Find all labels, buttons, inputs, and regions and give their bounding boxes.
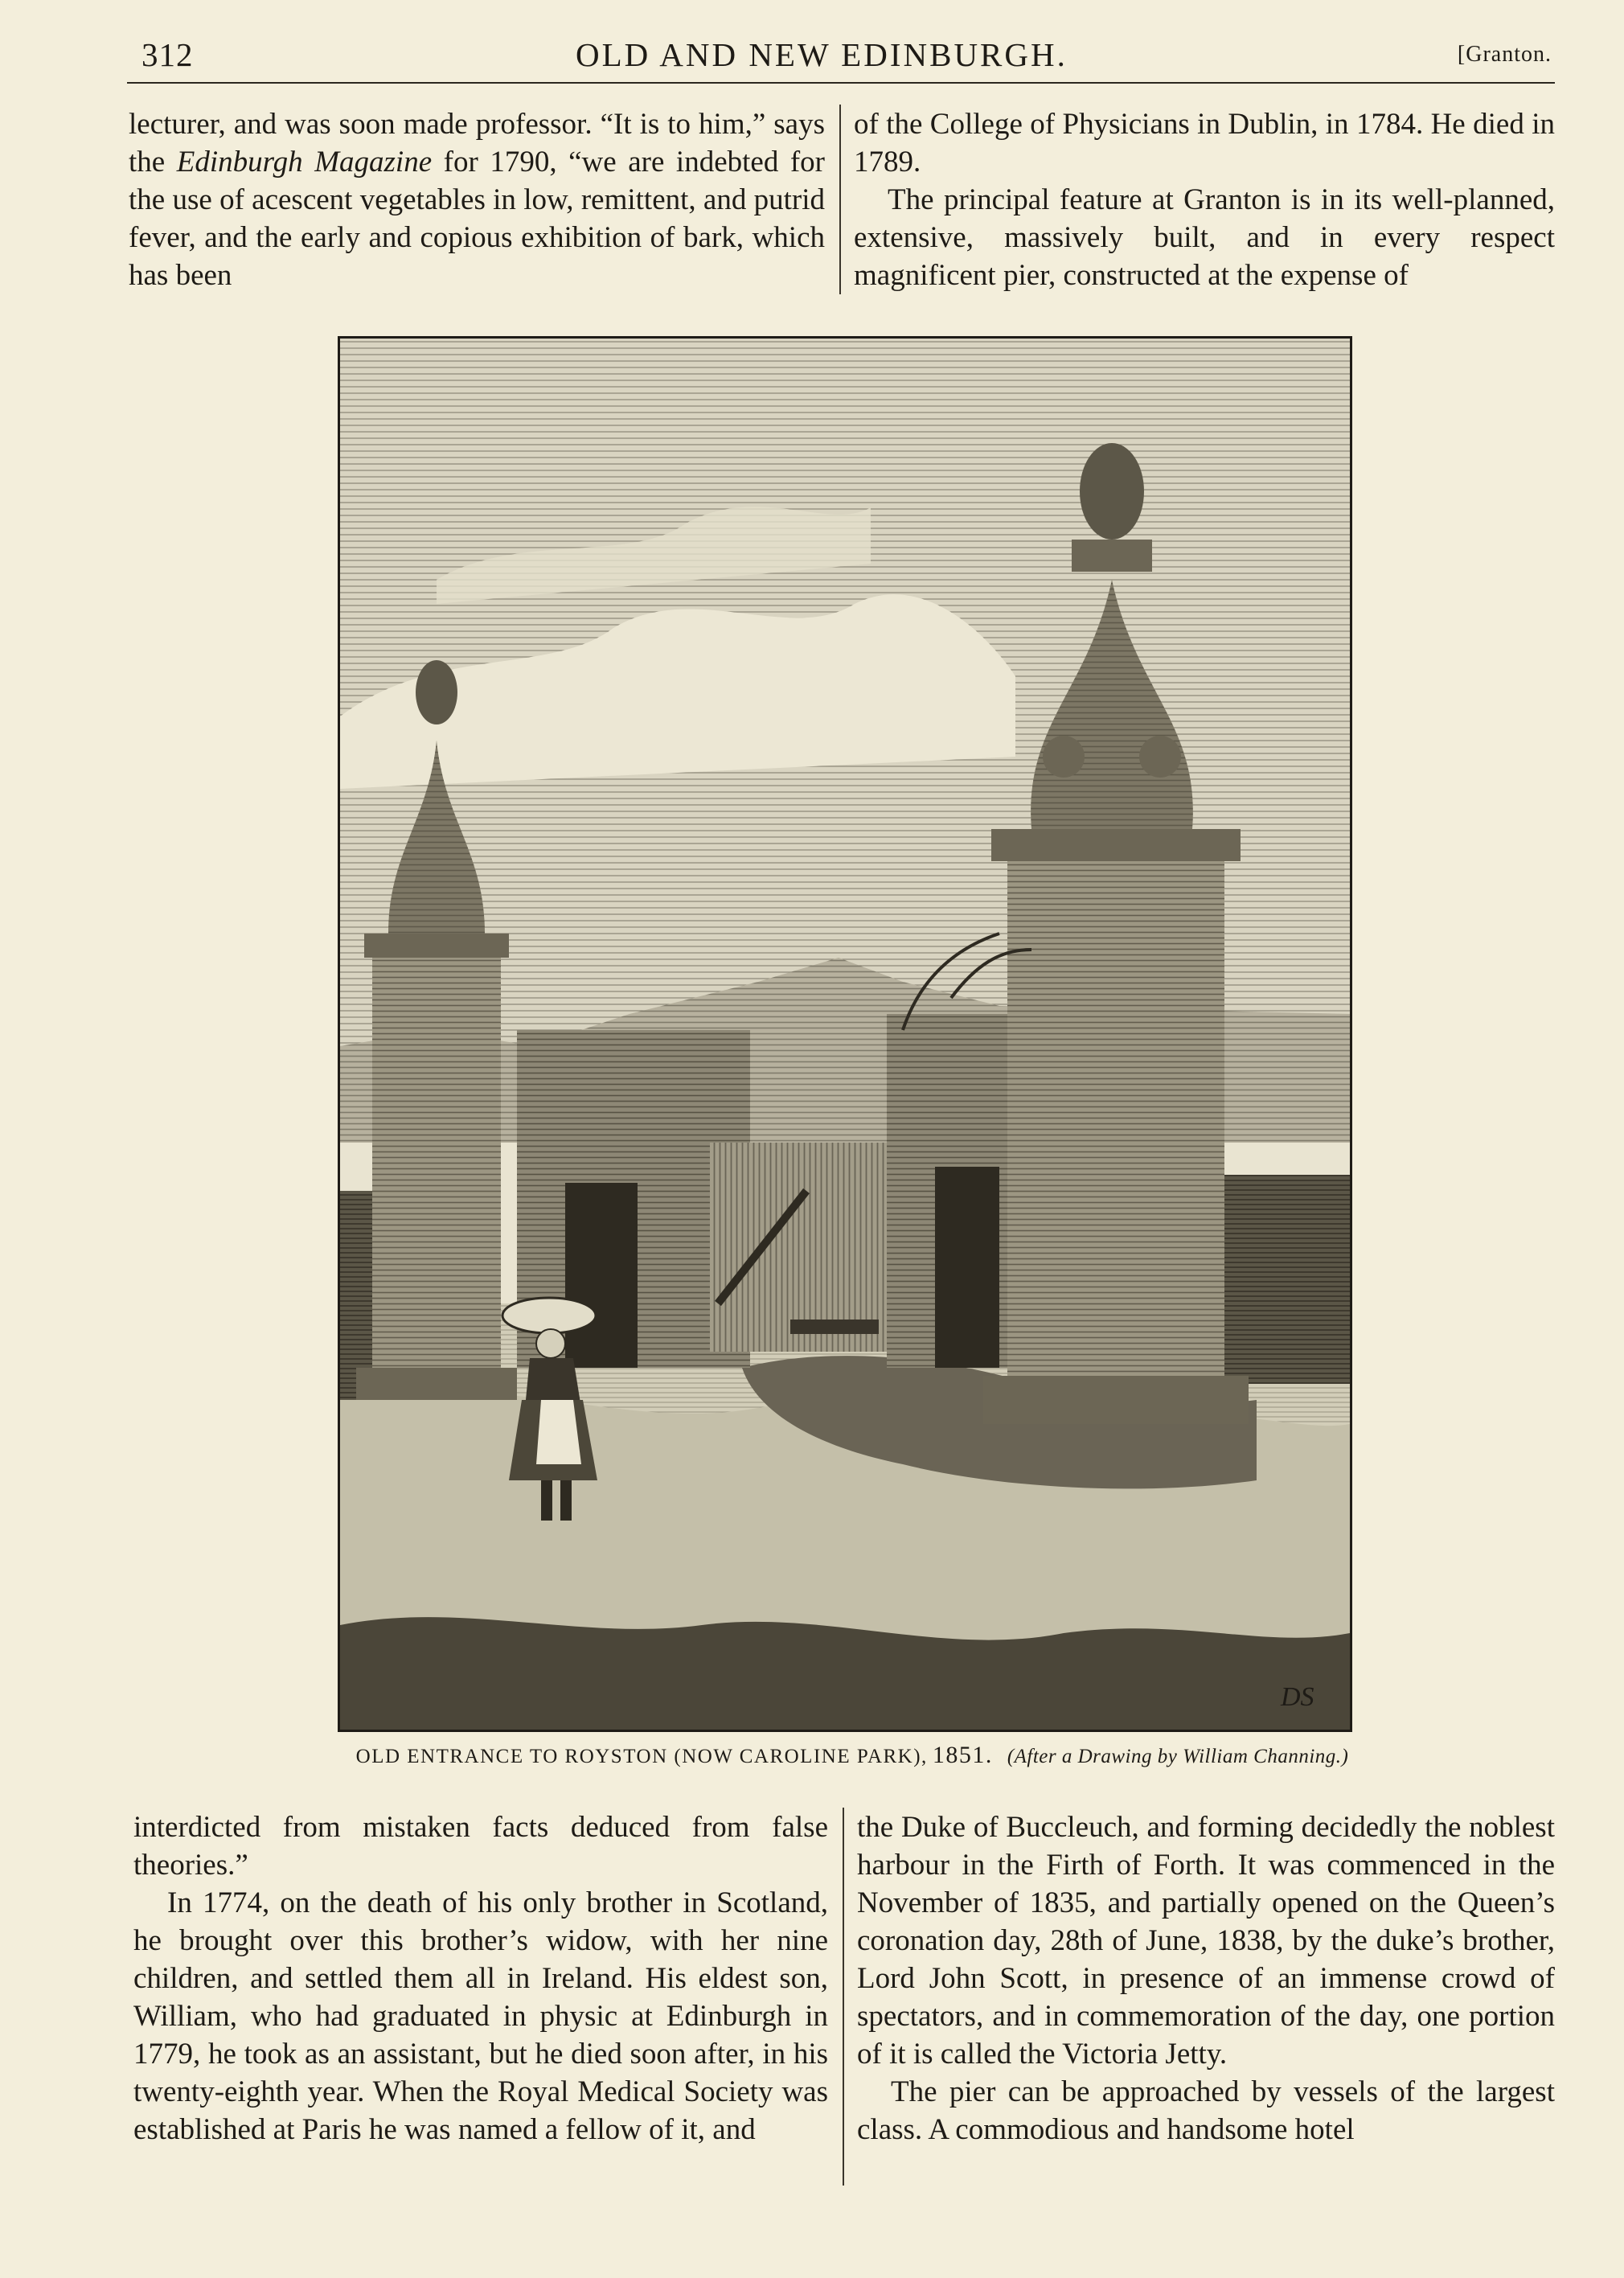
text-column-top-right bbox=[854, 105, 1555, 298]
header-rule bbox=[127, 82, 1555, 84]
text-run: lecturer, and was soon made professor. “It is to him,” says the bbox=[129, 108, 825, 179]
engraving-drawing bbox=[340, 339, 1350, 1730]
page-header bbox=[141, 35, 1552, 80]
paragraph: The principal feature at Granton is in its well-planned, extensive, massively built, and in every respect magnificent pier, constructed at the expense of bbox=[854, 183, 1555, 292]
caption-year: 1851. bbox=[932, 1742, 993, 1768]
column-divider bbox=[843, 1808, 844, 2186]
section-tag: [Granton. bbox=[1457, 42, 1552, 67]
text-run: for 1790, “we are indebted for the use of acescent vegetables in low, remittent, and putrid fever, and the early and copious exhibition of bark, which has been bbox=[129, 146, 826, 292]
text-column-bottom-right bbox=[857, 1808, 1555, 2186]
paragraph: In 1774, on the death of his only brother in Scotland, he brought over this brother’s widow, with her nine children, and settled them all in Ireland. His eldest son, William, who had graduated in physic at Edinburgh in 1779, he took as an assistant, but he died soon after, in his twenty-eighth year. When the Royal Medical Society was established at Paris he was named a fellow of it, and bbox=[133, 1886, 828, 2146]
paragraph: the Duke of Buccleuch, and forming decidedly the noblest harbour in the Firth of Forth. It was commenced in the November of 1835, and partially opened on the Queen’s coronation day, 28th of June, 1838, by the duke’s brother, Lord John Scott, in presence of an immense crowd of spectators, and in commemoration of the day, one portion of it is called the Victoria Jetty. bbox=[857, 1811, 1555, 2071]
artist-monogram: DS bbox=[1281, 1682, 1314, 1712]
page-number: 312 bbox=[141, 36, 194, 73]
paragraph: interdicted from mistaken facts deduced from false theories.” bbox=[133, 1811, 828, 1882]
text-column-top-left bbox=[129, 105, 825, 298]
caption-title: OLD ENTRANCE TO ROYSTON (NOW CAROLINE PARK), bbox=[355, 1746, 928, 1767]
figure-caption bbox=[153, 1742, 1552, 1769]
caption-credit: (After a Drawing by William Channing.) bbox=[1007, 1746, 1349, 1767]
column-divider bbox=[839, 105, 841, 294]
text-column-bottom-left bbox=[133, 1808, 828, 2186]
paragraph: of the College of Physicians in Dublin, in 1784. He died in 1789. bbox=[854, 108, 1555, 179]
italic-title: Edinburgh Magazine bbox=[176, 146, 433, 179]
paragraph: The pier can be approached by vessels of the largest class. A commodious and handsome hotel bbox=[857, 2075, 1555, 2146]
paragraph bbox=[129, 105, 825, 294]
running-title: OLD AND NEW EDINBURGH. bbox=[576, 36, 1068, 73]
engraving-illustration bbox=[338, 336, 1352, 1732]
